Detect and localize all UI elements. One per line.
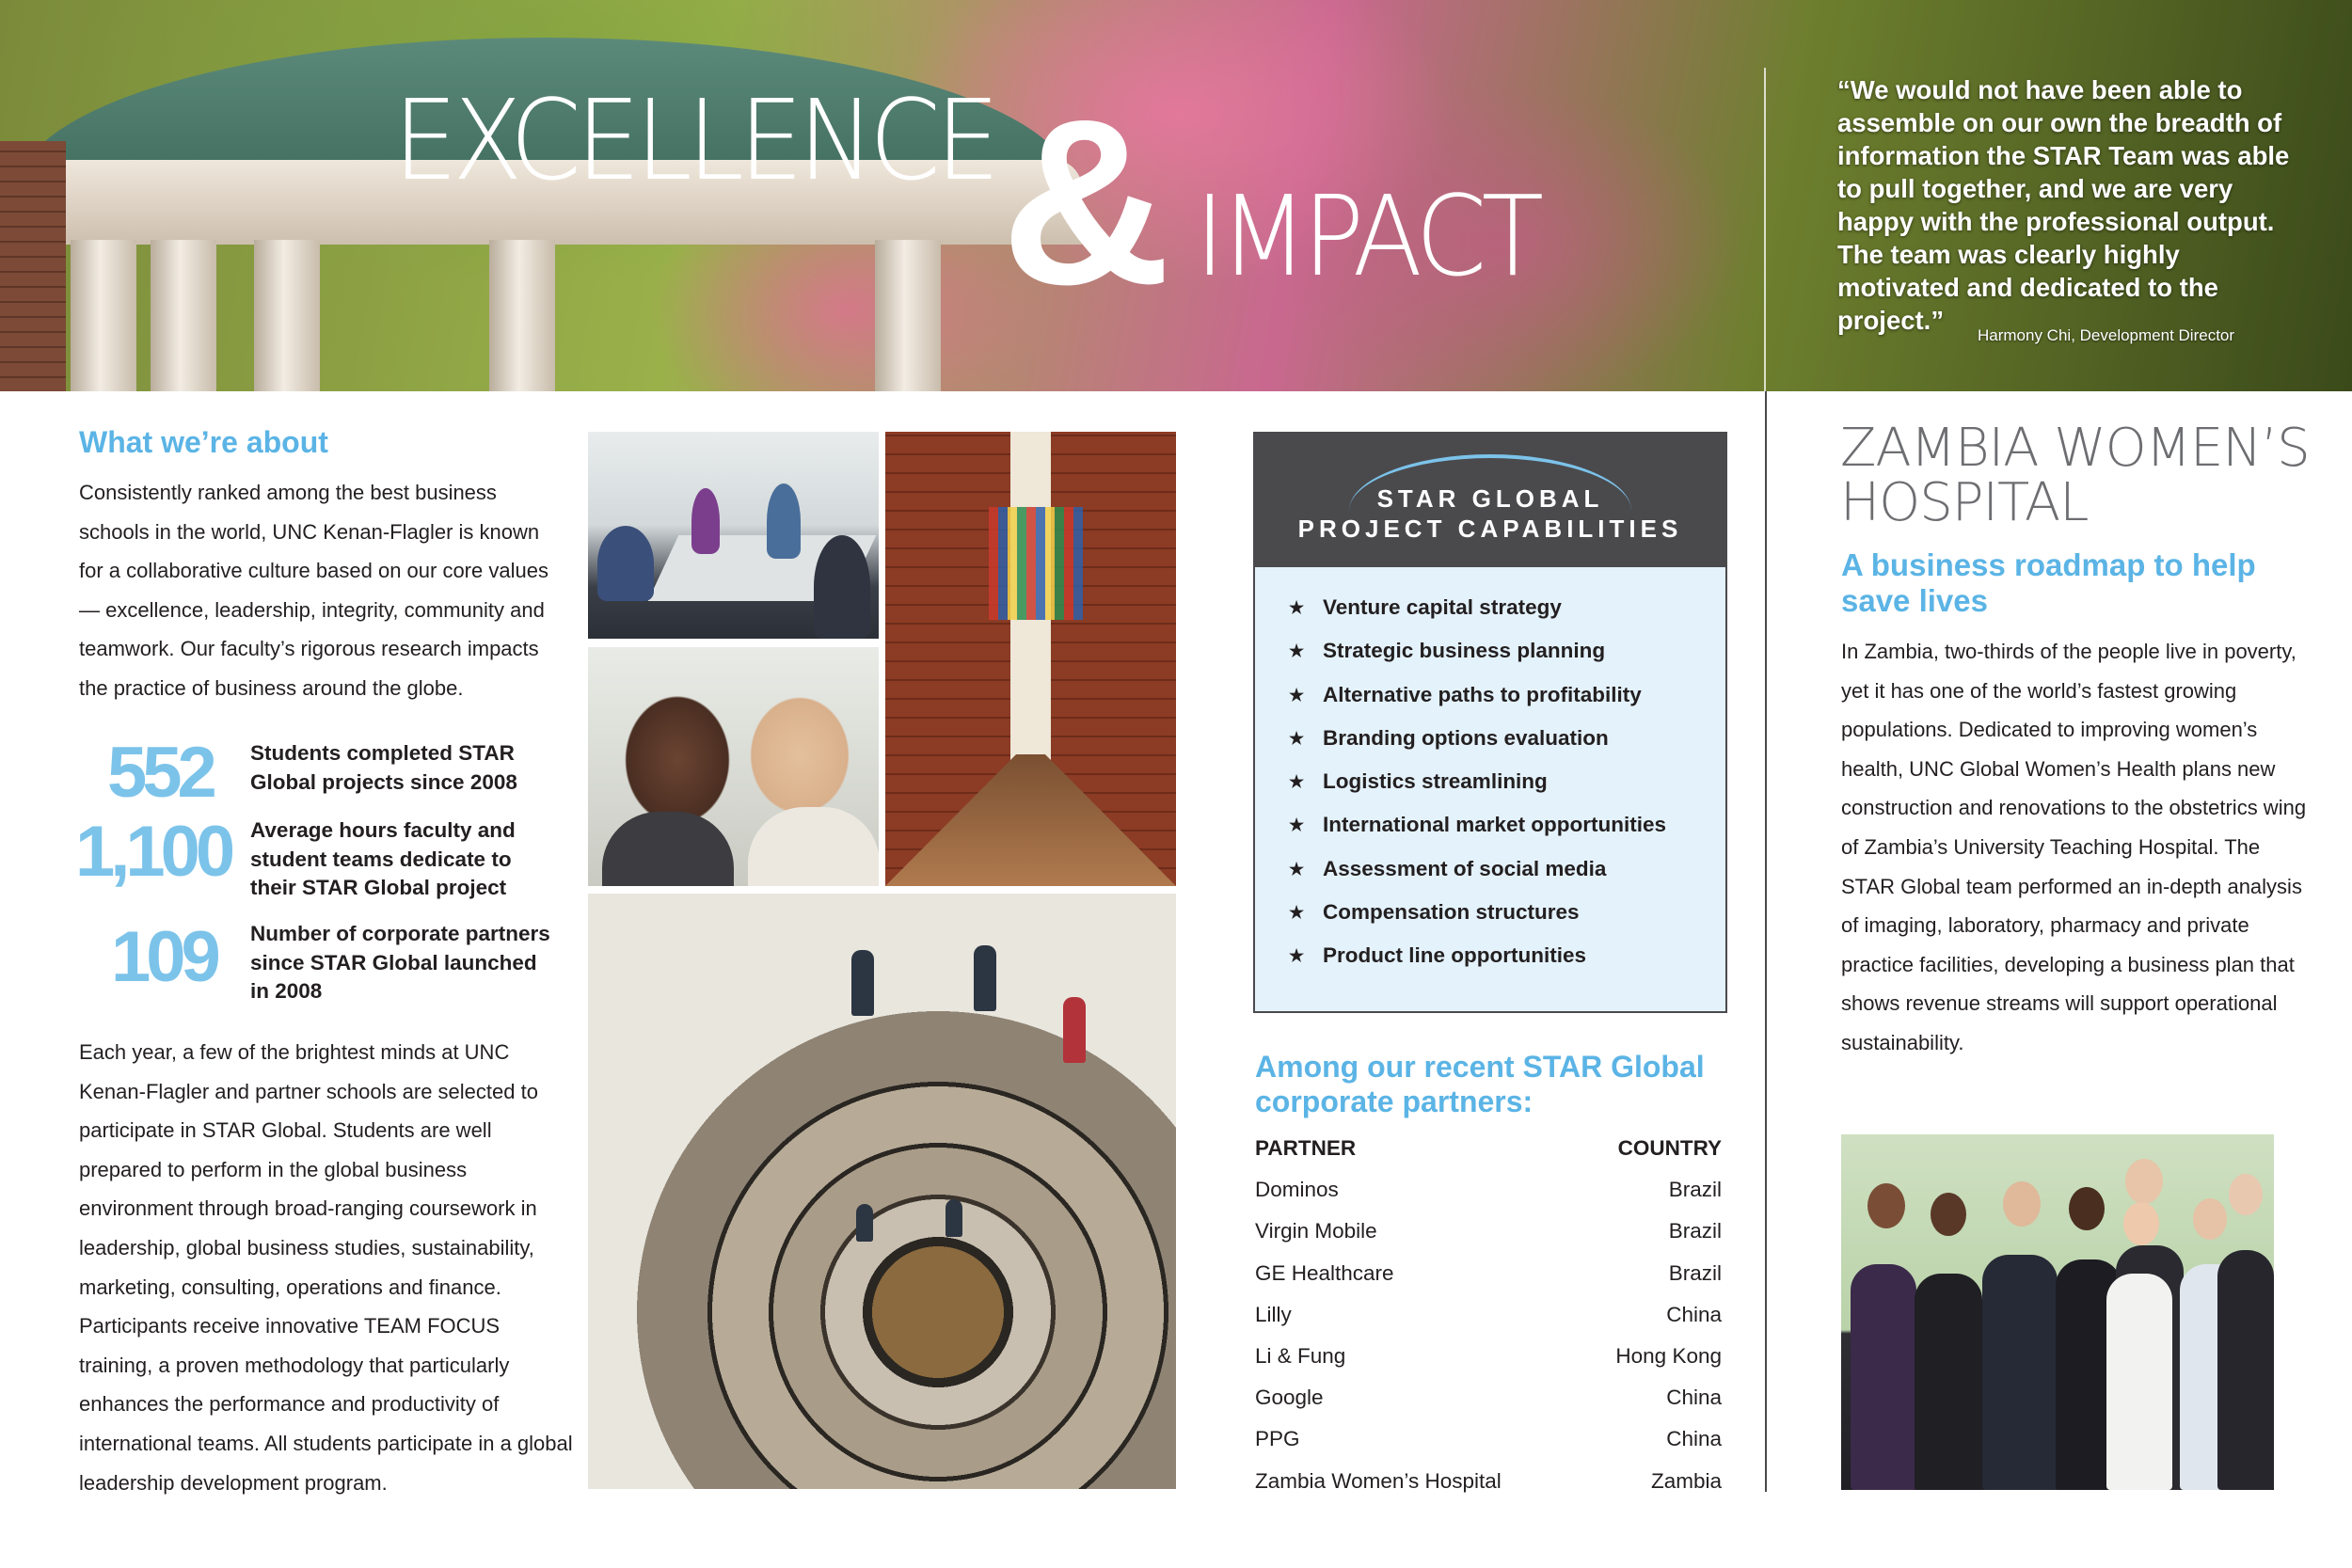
person-figure <box>767 483 801 559</box>
pavilion-column <box>151 240 216 391</box>
partner-country: China <box>1666 1302 1722 1326</box>
table-row <box>1255 1261 1722 1303</box>
capability-item <box>1289 855 1722 898</box>
partner-country: Brazil <box>1668 1178 1722 1202</box>
table-row <box>1255 1303 1722 1344</box>
partner-country: Brazil <box>1668 1219 1722 1243</box>
capability-label: Compensation structures <box>1323 900 1580 925</box>
about-intro: Consistently ranked among the best business schools in the world, UNC Kenan-Flagler is known for a collaborative culture based on our core values — excellence, leadership, integrity, community and teamwork. Our faculty’s rigorous research impacts the practice of business around the globe. <box>79 481 548 700</box>
partners-heading: Among our recent STAR Global corporate partners: <box>1255 1050 1705 1118</box>
capabilities-title-line2: PROJECT CAPABILITIES <box>1297 515 1683 543</box>
team-member-face <box>2003 1181 2041 1227</box>
capability-item <box>1289 768 1722 811</box>
walker-figure <box>851 950 874 1016</box>
walker-figure <box>946 1199 962 1237</box>
walker-figure <box>856 1204 873 1242</box>
capabilities-list <box>1289 594 1722 986</box>
partner-name: Virgin Mobile <box>1255 1219 1377 1243</box>
capability-label: Assessment of social media <box>1323 856 1607 880</box>
capability-label: Venture capital strategy <box>1323 595 1562 619</box>
partner-name: Dominos <box>1255 1178 1339 1202</box>
column-divider <box>1765 391 1767 1492</box>
team-member-figure <box>1851 1264 1916 1490</box>
star-icon: ★ <box>1289 728 1305 748</box>
team-member-face <box>1931 1193 1966 1236</box>
capability-item <box>1289 637 1722 680</box>
hero-banner <box>0 0 2352 391</box>
partner-country: Zambia <box>1650 1468 1722 1493</box>
walker-figure <box>974 945 996 1011</box>
team-member-figure <box>2217 1250 2274 1490</box>
pavilion-column <box>254 240 320 391</box>
star-icon: ★ <box>1289 859 1305 879</box>
flags-image <box>989 507 1083 620</box>
hero-ampersand: & <box>1001 71 1162 333</box>
capability-item <box>1289 724 1722 768</box>
table-row <box>1255 1427 1722 1468</box>
zambia-subtitle: A business roadmap to help save lives <box>1841 547 2256 618</box>
person-figure <box>597 526 654 601</box>
meeting-photo <box>588 432 879 639</box>
zambia-title: ZAMBIA WOMEN’S HOSPITAL <box>1840 418 2310 533</box>
capability-item <box>1289 681 1722 724</box>
capability-item <box>1289 898 1722 942</box>
table-row <box>1255 1386 1722 1427</box>
team-member-face <box>2229 1174 2263 1215</box>
country-column-header: COUNTRY <box>1617 1136 1722 1160</box>
star-icon: ★ <box>1289 598 1305 617</box>
partner-name: PPG <box>1255 1427 1300 1451</box>
stat-label: Average hours faculty and student teams dedicate to their STAR Global project <box>250 818 516 899</box>
partner-name: Zambia Women’s Hospital <box>1255 1468 1502 1493</box>
partner-country: China <box>1666 1427 1722 1451</box>
students-photo <box>588 647 879 886</box>
star-icon: ★ <box>1289 641 1305 661</box>
corridor-photo <box>885 432 1176 886</box>
stat-label: Students completed STAR Global projects since 2008 <box>250 741 517 794</box>
capabilities-header <box>1255 434 1725 567</box>
testimonial-attribution: Harmony Chi, Development Director <box>1978 326 2235 344</box>
team-member-figure <box>1915 1274 1982 1490</box>
table-row <box>1255 1344 1722 1386</box>
team-member-face <box>1867 1183 1905 1228</box>
capability-label: Product line opportunities <box>1323 943 1586 968</box>
hero-title-excellence: EXCELLENCE <box>393 75 995 205</box>
stat-number: 552 <box>107 733 213 813</box>
capability-label: International market opportunities <box>1323 813 1667 837</box>
table-row <box>1255 1178 1722 1219</box>
student-figure <box>748 807 879 886</box>
partner-name: Li & Fung <box>1255 1343 1346 1368</box>
team-member-face <box>2125 1159 2163 1204</box>
about-body: Each year, a few of the brightest minds at UNC Kenan-Flagler and partner schools are selected to participate in STAR Global. Students are well prepared to perform in the global business environment through broad-ranging coursework in leadership, global business studies, sustainability, marketing, consulting, operations and finance. Participants receive innovative TEAM FOCUS training, a proven methodology that particularly enhances the performance and productivity of international teams. All students participate in a global leadership development program. <box>79 1040 573 1495</box>
partner-name: Lilly <box>1255 1302 1292 1326</box>
stat-number: 1,100 <box>75 812 231 892</box>
capabilities-box <box>1253 432 1727 1013</box>
stat-label: Number of corporate partners since STAR Global launched in 2008 <box>250 922 550 1003</box>
student-figure <box>602 812 734 886</box>
stat-number: 109 <box>111 917 216 997</box>
star-icon: ★ <box>1289 946 1305 966</box>
capability-label: Branding options evaluation <box>1323 725 1609 750</box>
quote-divider <box>1764 68 1766 391</box>
partner-name: GE Healthcare <box>1255 1260 1394 1285</box>
capability-label: Strategic business planning <box>1323 639 1606 663</box>
testimonial-quote: “We would not have been able to assemble on our own the breadth of information the STAR Team was able to pull together, and we are very happy with the professional output. The team was clearly highly motivated and dedicated to the project.” <box>1837 75 2290 335</box>
partner-name: Google <box>1255 1386 1324 1410</box>
star-icon: ★ <box>1289 816 1305 835</box>
star-icon: ★ <box>1289 685 1305 705</box>
team-member-figure <box>1982 1255 2058 1490</box>
star-icon: ★ <box>1289 772 1305 792</box>
partner-country: China <box>1666 1386 1722 1410</box>
zambia-body: In Zambia, two-thirds of the people live in poverty, yet it has one of the world’s fastest growing populations. Dedicated to improving women’s health, UNC Global Women’s Health plans new construction and renovations to the obstetrics wing of Zambia’s University Teaching Hospital. The STAR Global team performed an in-depth analysis of imaging, laboratory, pharmacy and private practice facilities, developing a business plan that shows revenue streams will support operational sustainability. <box>1841 640 2307 1054</box>
team-member-face <box>2193 1198 2227 1240</box>
partner-country: Hong Kong <box>1615 1343 1722 1368</box>
capability-item <box>1289 811 1722 854</box>
capabilities-title-line1: STAR GLOBAL <box>1376 484 1604 513</box>
about-heading: What we’re about <box>79 425 328 459</box>
star-icon: ★ <box>1289 903 1305 923</box>
hero-title-impact: IMPACT <box>1195 171 1539 301</box>
partner-column-header: PARTNER <box>1255 1136 1357 1160</box>
brick-wall-image <box>0 141 66 391</box>
partners-table <box>1255 1136 1722 1511</box>
person-figure <box>814 535 870 639</box>
partner-country: Brazil <box>1668 1260 1722 1285</box>
table-row <box>1255 1469 1722 1511</box>
person-figure <box>691 488 720 554</box>
about-section <box>79 425 568 708</box>
team-member-face <box>2069 1187 2105 1230</box>
corridor-floor-image <box>885 754 1176 886</box>
team-photo <box>1841 1134 2274 1490</box>
table-row <box>1255 1219 1722 1260</box>
pavilion-column <box>489 240 555 391</box>
partners-table-header <box>1255 1136 1722 1178</box>
capability-item <box>1289 942 1722 985</box>
capability-item <box>1289 594 1722 637</box>
pavilion-column <box>875 240 941 391</box>
pavilion-column <box>71 240 136 391</box>
walker-figure <box>1063 997 1086 1063</box>
team-member-face <box>2123 1202 2159 1245</box>
capability-label: Alternative paths to profitability <box>1323 682 1642 706</box>
spiral-staircase-photo <box>588 894 1176 1489</box>
team-member-figure <box>2106 1274 2172 1490</box>
capability-label: Logistics streamlining <box>1323 769 1548 794</box>
